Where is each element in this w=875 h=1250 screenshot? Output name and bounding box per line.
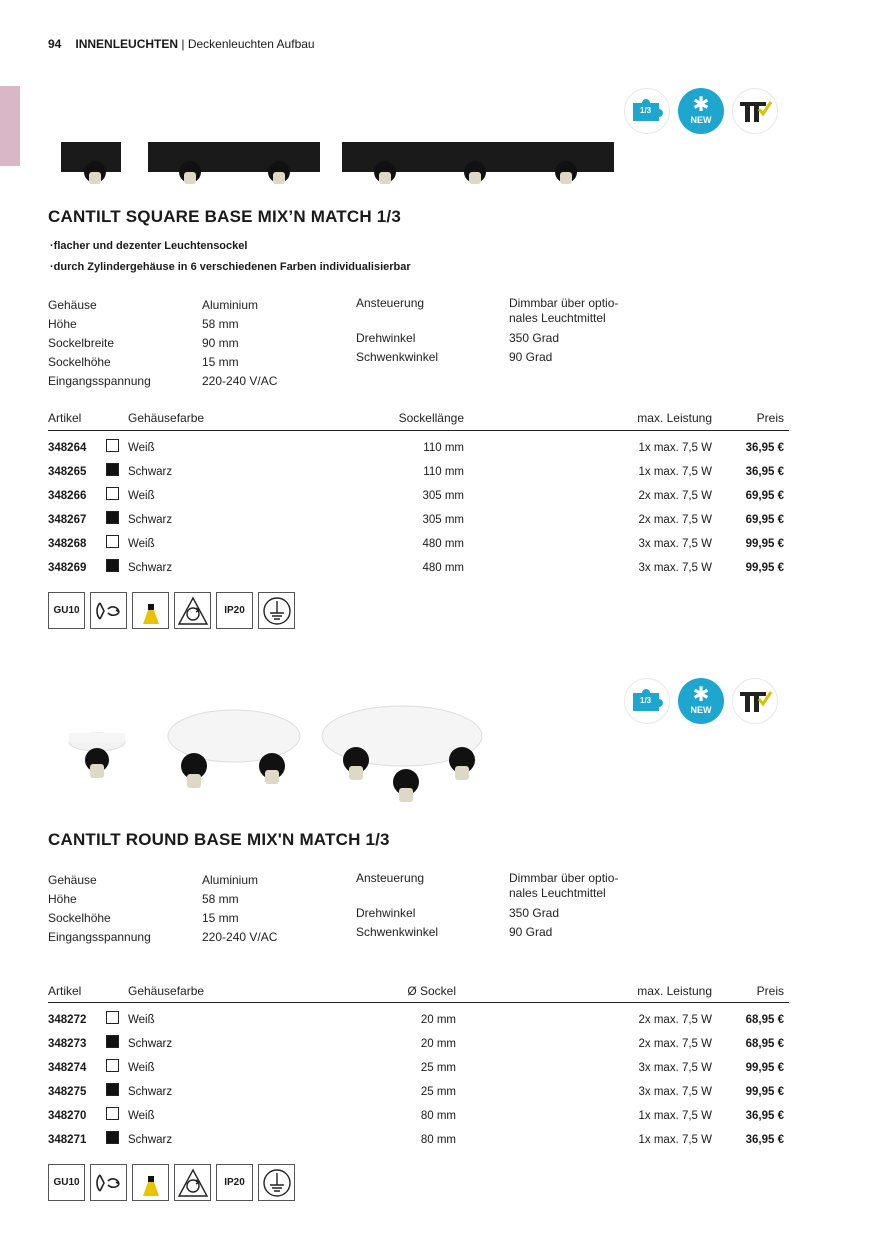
spec-label: Schwenkwinkel [356, 350, 439, 364]
spec-labels [356, 904, 438, 942]
color-swatch-black [106, 1083, 119, 1096]
article-number: 348265 [48, 466, 87, 478]
housing-color: Schwarz [128, 1086, 173, 1098]
lamp-icon [132, 592, 169, 629]
color-swatch-black [106, 1131, 119, 1144]
spec-label: Sockelhöhe [48, 355, 111, 369]
dimension: 110 mm [423, 466, 464, 478]
spec-value: 220-240 V/AC [202, 374, 278, 388]
th-article: Artikel [48, 984, 82, 998]
th-power: max. Leistung [637, 984, 712, 998]
article-number: 348270 [48, 1110, 87, 1122]
puzzle-label: 1/3 [640, 696, 652, 705]
table-row [0, 1080, 875, 1104]
article-number: 348269 [48, 562, 87, 574]
feature-badges [624, 678, 778, 724]
spec-label: Schwenkwinkel [356, 925, 439, 939]
th-article: Artikel [48, 411, 82, 425]
th-color: Gehäusefarbe [128, 984, 205, 998]
max-power: 2x max. 7,5 W [638, 490, 712, 502]
dimension: 110 mm [423, 442, 464, 454]
feature-bullet: ·flacher und dezenter Leuchtensockel [50, 240, 248, 252]
spec-label: Gehäuse [48, 298, 97, 312]
max-power: 3x max. 7,5 W [638, 538, 712, 550]
spec-value-multiline [509, 871, 618, 901]
price: 68,95 € [745, 1038, 784, 1050]
price: 99,95 € [745, 562, 784, 574]
th-price: Preis [756, 411, 784, 425]
max-power: 1x max. 7,5 W [638, 442, 712, 454]
spec-values [202, 871, 277, 947]
dimension: 20 mm [420, 1038, 456, 1050]
spec-label: Drehwinkel [356, 906, 416, 920]
new-badge [678, 88, 724, 134]
housing-color: Schwarz [128, 514, 173, 526]
spec-value: nales Leuchtmittel [509, 311, 606, 325]
color-swatch-black [106, 1035, 119, 1048]
price: 36,95 € [745, 1110, 784, 1122]
new-badge [678, 678, 724, 724]
protective-earth-icon [258, 592, 295, 629]
max-power: 3x max. 7,5 W [638, 1086, 712, 1098]
table-divider [48, 1002, 789, 1003]
spec-label: Eingangsspannung [48, 374, 151, 388]
price: 99,95 € [745, 1086, 784, 1098]
track-check-icon [733, 89, 777, 133]
article-number: 348274 [48, 1062, 87, 1074]
housing-color: Schwarz [128, 1038, 173, 1050]
th-dimension: Sockellänge [398, 411, 464, 425]
article-number: 348266 [48, 490, 87, 502]
mix-match-badge [624, 678, 670, 724]
housing-color: Schwarz [128, 466, 173, 478]
max-power: 2x max. 7,5 W [638, 514, 712, 526]
asterisk-icon: ✱ [692, 94, 710, 116]
table-row [0, 484, 875, 508]
article-number: 348275 [48, 1086, 87, 1098]
gu10-icon: GU10 [48, 592, 85, 629]
max-power: 2x max. 7,5 W [638, 1014, 712, 1026]
dimension: 480 mm [422, 562, 464, 574]
spec-value: 90 Grad [509, 350, 553, 364]
spec-labels [48, 296, 151, 391]
price: 36,95 € [745, 442, 784, 454]
page-number: 94 [48, 37, 62, 51]
housing-color: Weiß [128, 442, 155, 454]
table-row [0, 1008, 875, 1032]
color-swatch-white [106, 439, 119, 452]
ip20-icon: IP20 [216, 592, 253, 629]
article-number: 348271 [48, 1134, 87, 1146]
spec-value: Dimmbar über optio- [509, 296, 619, 310]
color-swatch-white [106, 535, 119, 548]
spec-value: 90 Grad [509, 925, 553, 939]
puzzle-label: 1/3 [640, 106, 652, 115]
product-image-round [66, 702, 490, 806]
price: 69,95 € [745, 490, 784, 502]
new-label: NEW [690, 115, 712, 125]
housing-color: Weiß [128, 490, 155, 502]
header-subcategory: Deckenleuchten Aufbau [187, 37, 315, 51]
max-power: 1x max. 7,5 W [638, 1110, 712, 1122]
spec-label: Höhe [48, 317, 77, 331]
dimension: 480 mm [422, 538, 464, 550]
spec-label: Drehwinkel [356, 331, 416, 345]
price: 68,95 € [745, 1014, 784, 1026]
max-power: 1x max. 7,5 W [638, 1134, 712, 1146]
spec-value: Aluminium [202, 298, 259, 312]
dimension: 20 mm [420, 1014, 456, 1026]
spec-value: Aluminium [202, 873, 259, 887]
housing-color: Schwarz [128, 562, 173, 574]
color-swatch-black [106, 511, 119, 524]
spec-labels [48, 871, 151, 947]
track-check-icon [733, 679, 777, 723]
spec-values [509, 904, 559, 942]
table-row [0, 1056, 875, 1080]
housing-color: Weiß [128, 538, 155, 550]
spec-label: Gehäuse [48, 873, 97, 887]
header-separator: | [178, 37, 188, 51]
dimension: 25 mm [420, 1062, 456, 1074]
feature-icons [48, 1164, 295, 1201]
article-number: 348268 [48, 538, 87, 550]
color-swatch-white [106, 1107, 119, 1120]
product-image-square [58, 138, 618, 194]
spec-value: nales Leuchtmittel [509, 886, 606, 900]
asterisk-icon: ✱ [692, 684, 710, 706]
dimension: 80 mm [420, 1134, 456, 1146]
spec-value-multiline [509, 296, 618, 326]
swivel-icon [174, 1164, 211, 1201]
max-power: 1x max. 7,5 W [638, 466, 712, 478]
max-power: 2x max. 7,5 W [638, 1038, 712, 1050]
new-label: NEW [690, 705, 712, 715]
table-row [0, 436, 875, 460]
color-swatch-white [106, 487, 119, 500]
spec-value: 58 mm [202, 317, 239, 331]
spec-label: Ansteuerung [356, 871, 425, 885]
spec-value: 58 mm [202, 892, 239, 906]
table-row [0, 460, 875, 484]
rotate-icon [90, 1164, 127, 1201]
dimension: 25 mm [420, 1086, 456, 1098]
table-row [0, 1128, 875, 1152]
price: 99,95 € [745, 1062, 784, 1074]
price: 36,95 € [745, 1134, 784, 1146]
housing-color: Weiß [128, 1014, 155, 1026]
color-swatch-white [106, 1011, 119, 1024]
spec-value: 350 Grad [509, 906, 560, 920]
spec-label: Ansteuerung [356, 296, 425, 310]
spec-value: Dimmbar über optio- [509, 871, 619, 885]
spec-labels [356, 329, 438, 367]
gu10-icon: GU10 [48, 1164, 85, 1201]
header-category: INNENLEUCHTEN [75, 37, 179, 51]
color-swatch-white [106, 1059, 119, 1072]
th-color: Gehäusefarbe [128, 411, 205, 425]
spec-value: 220-240 V/AC [202, 930, 278, 944]
housing-color: Weiß [128, 1062, 155, 1074]
ip20-icon: IP20 [216, 1164, 253, 1201]
product-title: CANTILT SQUARE BASE MIX’N MATCH 1/3 [48, 207, 401, 226]
dimension: 305 mm [422, 514, 464, 526]
track-check-badge [732, 88, 778, 134]
product-title: CANTILT ROUND BASE MIX'N MATCH 1/3 [48, 830, 390, 849]
protective-earth-icon [258, 1164, 295, 1201]
spec-label: Sockelhöhe [48, 911, 111, 925]
spec-values [509, 329, 559, 367]
feature-badges [624, 88, 778, 134]
article-number: 348267 [48, 514, 87, 526]
spec-value: 15 mm [202, 355, 239, 369]
table-divider [48, 430, 789, 431]
lamp-icon [132, 1164, 169, 1201]
dimension: 305 mm [422, 490, 464, 502]
feature-bullet: ·durch Zylindergehäuse in 6 verschiedenen Farben individualisierbar [50, 261, 411, 273]
max-power: 3x max. 7,5 W [638, 1062, 712, 1074]
color-swatch-black [106, 559, 119, 572]
article-number: 348273 [48, 1038, 87, 1050]
table-row [0, 508, 875, 532]
spec-label: Eingangsspannung [48, 930, 151, 944]
spec-label: Höhe [48, 892, 77, 906]
table-row [0, 556, 875, 580]
th-price: Preis [756, 984, 784, 998]
max-power: 3x max. 7,5 W [638, 562, 712, 574]
table-row [0, 1104, 875, 1128]
housing-color: Schwarz [128, 1134, 173, 1146]
housing-color: Weiß [128, 1110, 155, 1122]
price: 99,95 € [745, 538, 784, 550]
chapter-tab [0, 86, 20, 166]
color-swatch-black [106, 463, 119, 476]
page-header [48, 37, 315, 51]
price: 69,95 € [745, 514, 784, 526]
article-number: 348264 [48, 442, 87, 454]
spec-value: 90 mm [202, 336, 239, 350]
article-number: 348272 [48, 1014, 87, 1026]
feature-icons [48, 592, 295, 629]
spec-value: 350 Grad [509, 331, 560, 345]
spec-values [202, 296, 277, 391]
dimension: 80 mm [420, 1110, 456, 1122]
rotate-icon [90, 592, 127, 629]
th-dimension: Ø Sockel [407, 984, 456, 998]
table-row [0, 1032, 875, 1056]
th-power: max. Leistung [637, 411, 712, 425]
spec-value: 15 mm [202, 911, 239, 925]
track-check-badge [732, 678, 778, 724]
swivel-icon [174, 592, 211, 629]
table-row [0, 532, 875, 556]
mix-match-badge [624, 88, 670, 134]
price: 36,95 € [745, 466, 784, 478]
spec-label: Sockelbreite [48, 336, 115, 350]
